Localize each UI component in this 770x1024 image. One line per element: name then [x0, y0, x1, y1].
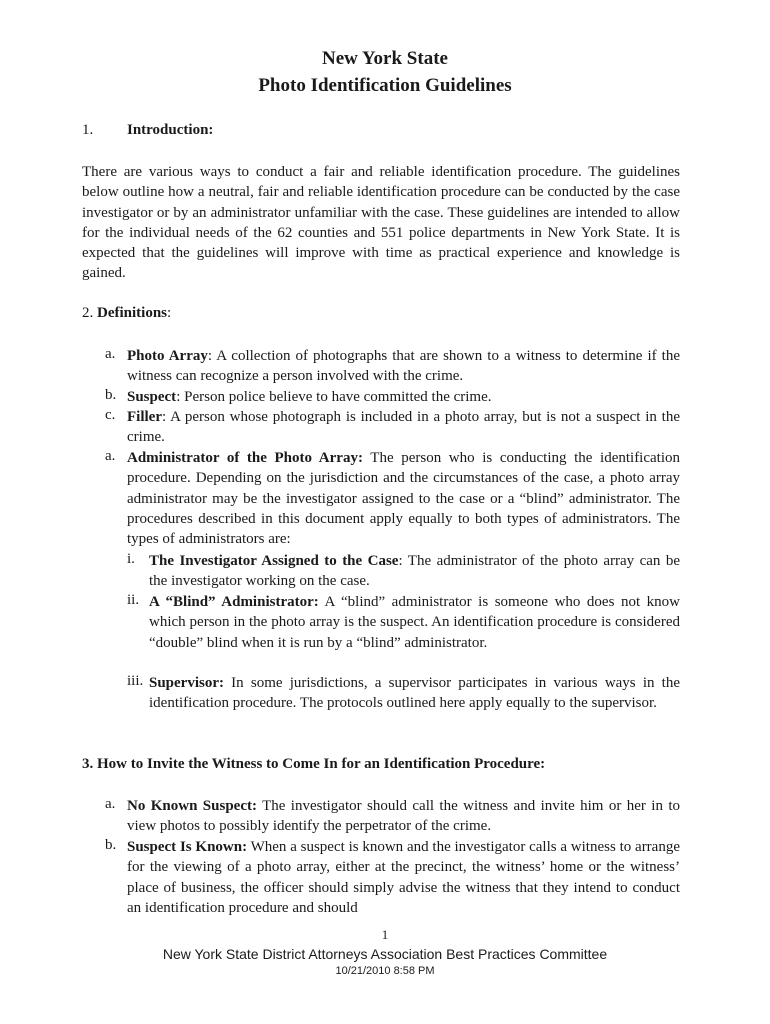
definition-term: Photo Array [127, 348, 208, 364]
definition-photo-array: Photo Array: A collection of photographs that are shown to a witness to determine if the witness can recognize a person involved with the crime. [127, 348, 680, 385]
administrator-type-blind: A “Blind” Administrator: A “blind” administrator is someone who does not know which person in the photo array is the suspect. An identification procedure is considered “double” blind when it is run by a “blind” administrator. [149, 594, 680, 651]
definition-term: Administrator of the Photo Array: [127, 450, 363, 466]
subitem-term: Supervisor: [149, 675, 224, 691]
procedure-term: No Known Suspect: [127, 798, 257, 814]
page-number: 1 [381, 927, 389, 942]
section1-number: 1. [82, 122, 94, 138]
definition-marker: a. [105, 448, 116, 464]
footer-organization: New York State District Attorneys Association Best Practices Committee [162, 946, 608, 962]
definition-marker: a. [105, 346, 116, 362]
definition-administrator: Administrator of the Photo Array: The person who is conducting the identification procedure. Depending on the jurisdiction and the circumstances of the case, a photo array administrator may be the investigator assigned to the case or a “blind” administrator. The procedures described in this document apply equally to both types of administrators. The types of administrators are: [127, 450, 681, 548]
definition-term: Suspect [127, 389, 177, 405]
section3-heading: 3. How to Invite the Witness to Come In for an Identification Procedure: [82, 756, 546, 772]
procedure-suspect-is-known: Suspect Is Known: When a suspect is known and the investigator calls a witness to arrange for the viewing of a photo array, either at the precinct, the witness’ home or the witness’ place of business, the officer should simply advise the witness that they intend to conduct an identification procedure and should [127, 839, 680, 916]
subitem-term: A “Blind” Administrator: [149, 594, 319, 610]
procedure-term: Suspect Is Known: [127, 839, 248, 855]
section2-heading: 2. Definitions: [82, 305, 172, 321]
section2-heading-text: Definitions [97, 305, 168, 321]
procedure-marker: a. [105, 796, 116, 812]
administrator-type-supervisor: Supervisor: In some jurisdictions, a supervisor participates in various ways in the identification procedure. The protocols outlined here apply equally to the supervisor. [149, 675, 680, 712]
section2-number: 2. [82, 305, 94, 321]
section1-heading: Introduction: [127, 122, 214, 138]
document-title-line1: New York State [322, 48, 448, 69]
subitem-marker: ii. [127, 592, 140, 608]
definition-term: Filler [127, 409, 162, 425]
procedure-marker: b. [105, 837, 117, 853]
definition-marker: c. [105, 407, 116, 423]
definition-filler: Filler: A person whose photograph is included in a photo array, but is not a suspect in the crime. [127, 409, 680, 446]
subitem-marker: iii. [127, 673, 144, 689]
definition-marker: b. [105, 387, 117, 403]
subitem-marker: i. [127, 551, 135, 567]
definition-suspect: Suspect: Person police believe to have committed the crime. [127, 389, 492, 405]
footer-timestamp: 10/21/2010 8:58 PM [335, 965, 435, 977]
section1-paragraph: There are various ways to conduct a fair and reliable identification procedure. The guidelines below outline how a neutral, fair and reliable identification procedure can be conducted by the case investigator or by an administrator unfamiliar with the case. These guidelines are intended to allow for the individual needs of the 62 counties and 551 police departments in New York State. It is expected that the guidelines will improve with time as practical experience and knowledge is gained. [82, 164, 680, 282]
administrator-type-investigator: The Investigator Assigned to the Case: The administrator of the photo array can be the investigator working on the case. [149, 553, 680, 590]
subitem-term: The Investigator Assigned to the Case [149, 553, 399, 569]
document-title-line2: Photo Identification Guidelines [258, 75, 512, 96]
procedure-no-known-suspect: No Known Suspect: The investigator should call the witness and invite him or her in to view photos to possibly identify the perpetrator of the crime. [127, 798, 681, 835]
